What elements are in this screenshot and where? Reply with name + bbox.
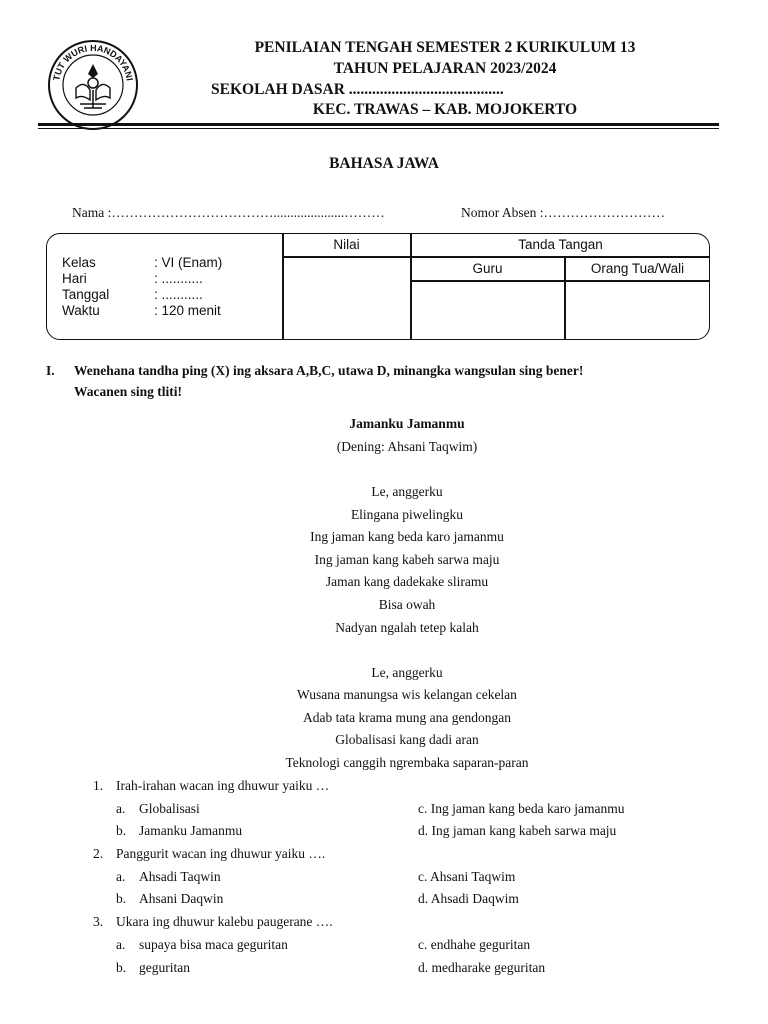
hari-label: Hari <box>62 271 87 286</box>
poem-line: Le, anggerku <box>371 665 443 680</box>
option-c: c. Ahsani Taqwim <box>418 869 516 884</box>
poem-line: Globalisasi kang dadi aran <box>335 732 479 747</box>
header-line-2: TAHUN PELAJARAN 2023/2024 <box>333 60 557 77</box>
poem-title: Jamanku Jamanmu <box>349 416 465 431</box>
poem-line: Le, anggerku <box>371 484 443 499</box>
question-text: Panggurit wacan ing dhuwur yaiku …. <box>116 846 326 861</box>
instruction-line-1: Wenehana tandha ping (X) ing aksara A,B,C, utawa D, minangka wangsulan sing bener! <box>74 363 584 378</box>
subject-title: BAHASA JAWA <box>329 155 439 172</box>
header-divider-thick <box>38 123 719 126</box>
box-row-line-2 <box>410 280 710 282</box>
tanggal-label: Tanggal <box>62 287 110 302</box>
question-text: Irah-irahan wacan ing dhuwur yaiku … <box>116 778 330 793</box>
poem-author: (Dening: Ahsani Taqwim) <box>336 439 478 454</box>
poem-line: Teknologi canggih ngrembaka saparan-paran <box>285 755 529 770</box>
question-number: 2. <box>93 846 104 861</box>
poem-line: Ing jaman kang beda karo jamanmu <box>310 529 504 544</box>
poem-line: Jaman kang dadekake sliramu <box>325 574 489 589</box>
svg-text:TUT WURI HANDAYANI: TUT WURI HANDAYANI <box>51 42 135 82</box>
option-a: Globalisasi <box>139 801 200 816</box>
option-a: supaya bisa maca geguritan <box>139 937 288 952</box>
option-b-letter: b. <box>116 823 127 838</box>
option-a-letter: a. <box>116 869 126 884</box>
poem-line: Ing jaman kang kabeh sarwa maju <box>314 552 500 567</box>
absen-field: Nomor Absen :……………………… <box>461 205 665 220</box>
option-b: geguritan <box>139 960 190 975</box>
option-b: Jamanku Jamanmu <box>139 823 243 838</box>
header-line-1: PENILAIAN TENGAH SEMESTER 2 KURIKULUM 13 <box>254 39 636 56</box>
info-labels <box>62 255 109 319</box>
section-number: I. <box>46 363 55 378</box>
option-c: c. Ing jaman kang beda karo jamanmu <box>418 801 625 816</box>
orang-tua-label: Orang Tua/Wali <box>590 261 685 276</box>
poem-line: Elingana piwelingku <box>350 507 464 522</box>
kelas-value: : VI (Enam) <box>154 255 223 270</box>
question-text: Ukara ing dhuwur kalebu paugerane …. <box>116 914 333 929</box>
option-b: Ahsani Daqwin <box>139 891 224 906</box>
box-row-line-1 <box>282 256 710 258</box>
option-a: Ahsadi Taqwin <box>139 869 221 884</box>
poem-line: Nadyan ngalah tetep kalah <box>335 620 479 635</box>
instruction-line-2: Wacanen sing tliti! <box>74 384 183 399</box>
tanggal-value: : ........... <box>154 287 203 302</box>
guru-label: Guru <box>472 261 503 276</box>
waktu-label: Waktu <box>62 303 100 318</box>
name-field: Nama :……………………………….....................……… <box>72 205 385 220</box>
option-d: d. medharake geguritan <box>418 960 546 975</box>
header-line-4: KEC. TRAWAS – KAB. MOJOKERTO <box>312 101 578 118</box>
poem-line: Wusana manungsa wis kelangan cekelan <box>297 687 517 702</box>
nilai-label: Nilai <box>333 237 360 252</box>
option-b-letter: b. <box>116 891 127 906</box>
poem-line: Adab tata krama mung ana gendongan <box>302 710 512 725</box>
info-values <box>154 255 222 319</box>
tanda-tangan-label: Tanda Tangan <box>518 237 603 252</box>
option-d: d. Ahsadi Daqwim <box>418 891 519 906</box>
header-divider-thin <box>38 128 719 129</box>
hari-value: : ........... <box>154 271 203 286</box>
header-line-3: SEKOLAH DASAR ........................................ <box>211 81 504 98</box>
waktu-value: : 120 menit <box>154 303 221 318</box>
option-b-letter: b. <box>116 960 127 975</box>
question-number: 3. <box>93 914 104 929</box>
option-a-letter: a. <box>116 937 126 952</box>
question-number: 1. <box>93 778 104 793</box>
kelas-label: Kelas <box>62 255 96 270</box>
poem-line: Bisa owah <box>378 597 436 612</box>
option-d: d. Ing jaman kang kabeh sarwa maju <box>418 823 617 838</box>
tut-wuri-handayani-logo <box>46 38 140 132</box>
option-c: c. endhahe geguritan <box>418 937 531 952</box>
option-a-letter: a. <box>116 801 126 816</box>
